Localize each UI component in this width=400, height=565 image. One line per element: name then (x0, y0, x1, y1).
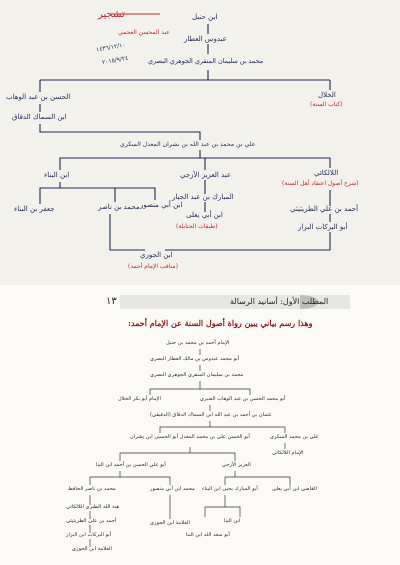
book-section-heading: المطلب الأول: أسانيد الرسالة (230, 297, 329, 306)
hw-line-ibn-banna-branches (40, 182, 155, 204)
hw-node-ibn-abi-yala-note: (طبقات الحنابلة) (176, 223, 218, 230)
hw-node-lalakai-note: (شرح أصول اعتقاد أهل السنة) (282, 180, 359, 187)
hw-node-bazzar: أبو البركات البزار (298, 223, 348, 231)
bk-node-abu-saad: أبو سعد الله ابن البنا (186, 532, 230, 538)
bk-node-ali-bishran: أبو الحسن علي بن محمد المعدل أبو الحسين ابن بشران (130, 434, 250, 440)
hw-line-sulayman-branches (40, 70, 330, 92)
bk-node-hasan: أبو محمد الحسن بن عبد الوهاب العنبري (200, 396, 286, 402)
bk-line-abu-ali-branches (90, 471, 170, 485)
hw-node-abbas: عبدوس العطار (184, 35, 227, 43)
book-page-number: ١٣ (106, 296, 117, 307)
printed-book-page (0, 285, 400, 565)
hw-date-2: ٢٠١٥/٩/٢٤ (101, 54, 129, 67)
bk-line-azaji-branches (225, 471, 290, 485)
hw-node-sulayman: محمد بن سليمان المنقري الجوهري البصري (148, 57, 264, 65)
hw-node-khallal-note: (كتاب السنة) (310, 101, 343, 108)
hw-node-jawzi-note: (مناقب الإمام أحمد) (128, 263, 178, 270)
hw-date-1: ١٤٣٦/١٢/١٠ (95, 41, 127, 54)
bk-line-uthman-branches (160, 421, 285, 433)
hw-line-sammak-bishran (40, 124, 200, 140)
hw-node-azaji: عبد العزيز الأزجي (180, 171, 232, 179)
hw-node-ibn-abi-yala: ابن أبي يعلى (186, 211, 223, 219)
bk-node-abu-al-mubarak: أبو المبارك يحيى ابن البناء (202, 486, 258, 492)
hw-line-to-jawzi-b (165, 232, 330, 250)
hw-node-mubarak: المبارك بن عبد الجبار (172, 193, 234, 201)
bk-line-abu-mubarak-branches (205, 495, 240, 517)
bk-node-qadi: القاضي ابن أبي يعلى (272, 486, 317, 492)
hw-node-jawzi: ابن الجوزي (140, 251, 173, 259)
bk-node-azaji: العزيز الأزجي (222, 462, 251, 468)
book-diagram-title: وهذا رسم بياني يبين رواة أصول السنة عن الإمام أحمد: (128, 318, 313, 328)
bk-node-ahmad: الإمام أحمد بن محمد بن حنبل (166, 340, 230, 346)
bk-line-sulayman-branches (150, 381, 250, 395)
hw-node-sammak: ابن السماك الدقاق (12, 113, 67, 121)
hw-node-hasan: الحسن بن عبد الوهاب (6, 93, 71, 101)
bk-node-alama-jawzi-2: العلامة ابن الجوزي (150, 520, 190, 526)
bk-node-alama-jawzi: العلامة ابن الجوزي (72, 546, 112, 552)
hw-node-ali-bishran: علي بن محمد بن عبد الله بن بشران المعدل السكري (120, 141, 256, 148)
bk-node-abu-ali: أبو علي الحسن بن أحمد ابن البنا (96, 462, 166, 468)
bk-line-bishran-branches (120, 447, 235, 461)
bk-node-abu-barakat: أبو البركات ابن البزار (66, 532, 112, 538)
hw-line-to-jawzi-a (110, 214, 145, 250)
bk-node-khallal: الإمام أبو بكر الخلال (118, 396, 161, 402)
bk-node-sulayman: محمد بن سليمان المنقري الجوهري البصري (150, 372, 244, 378)
hw-node-nasir: محمد بن ناصر (98, 203, 140, 211)
hw-node-lalakai: اللالكائي (314, 169, 339, 177)
hw-node-khallal: الخلال (318, 91, 336, 99)
bk-node-mansur: محمد ابن أبي منصور (150, 486, 195, 492)
hw-node-ibn-banna-2: جعفر بن البناء (14, 205, 55, 213)
hw-node-ahmad: ابن حنبل (192, 13, 218, 21)
hw-node-abu-mansur: ابن أبي منصور (140, 201, 183, 209)
bk-node-ibn-nasir: محمد بن ناصر الحافظ (68, 486, 116, 492)
hw-title: تشجير (98, 9, 125, 20)
bk-node-ali-sukkari: علي بن محمد السكري (270, 434, 319, 440)
bk-node-abdus: أبو محمد عبدوس بن مالك العطار البصري (150, 356, 240, 362)
bk-node-lalakai: الإمام اللالكائي (272, 450, 304, 456)
bk-node-ibn-banna-a: ابن البنا (224, 518, 241, 524)
hw-node-tarithithi: أحمد بن علي الطريثيثي (290, 205, 359, 213)
bk-node-hibat: هبة الله الطبري اللالكائي (66, 504, 120, 510)
hw-line-bishran-branches (60, 150, 330, 170)
bk-node-ahmad-tarithithi: أحمد بن علي الطريثيثي (66, 518, 117, 524)
hw-node-ibn-banna: ابن البناء (44, 171, 70, 179)
bk-node-uthman: عثمان بن أحمد بن عبد الله ابن السماك الدقاق (الدقيقي) (150, 412, 272, 418)
hw-signature: عبد المحسن العجمي (118, 29, 170, 36)
